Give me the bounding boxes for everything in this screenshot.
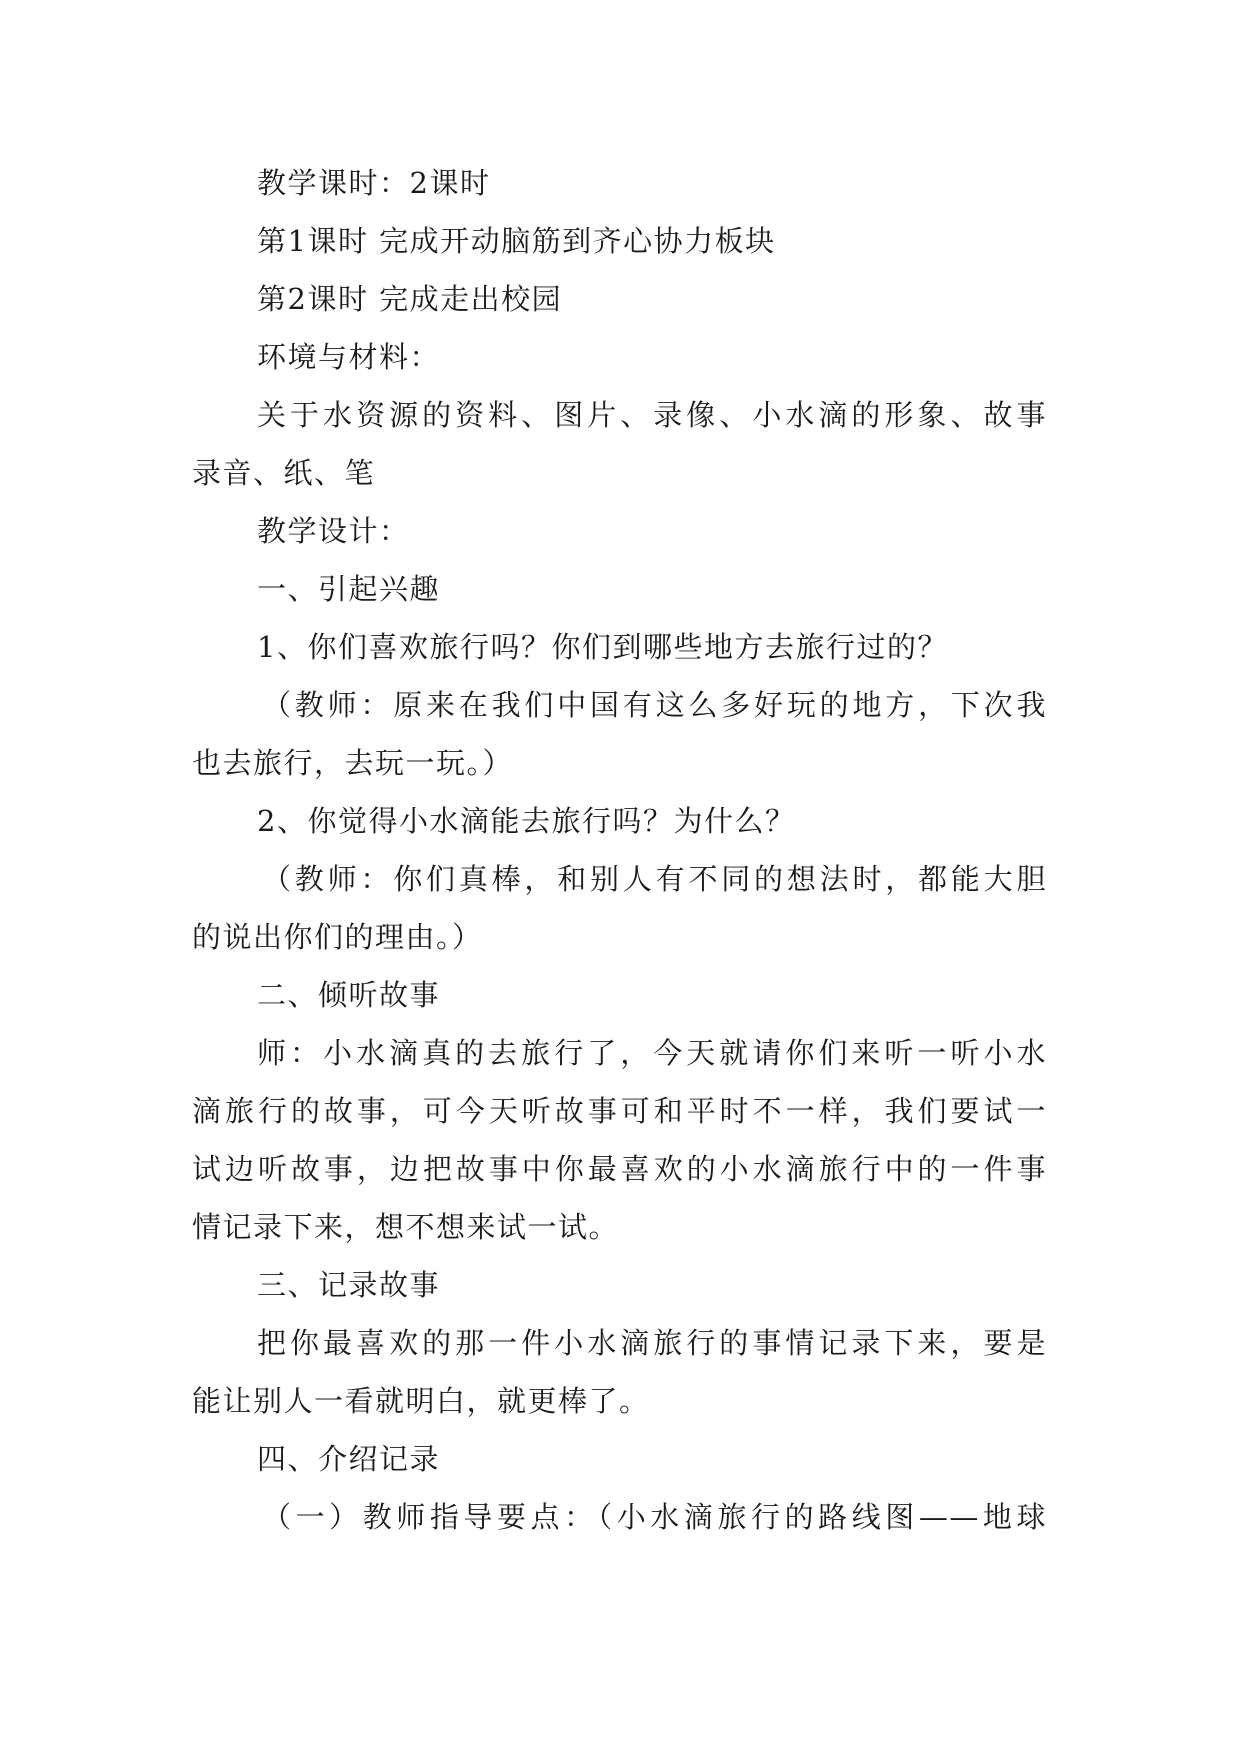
question-1: 1、你们喜欢旅行吗？你们到哪些地方去旅行过的？ xyxy=(257,630,948,664)
story-paragraph-line-2: 滴旅行的故事，可今天听故事可和平时不一样，我们要试一 xyxy=(192,1094,1047,1128)
teacher-note-1-line-2: 也去旅行，去玩一玩。） xyxy=(192,746,514,780)
section-2-heading: 二、倾听故事 xyxy=(257,978,441,1012)
teacher-note-2-line-1: （教师：你们真棒，和别人有不同的想法时，都能大胆 xyxy=(262,862,1047,896)
guidance-points-line-1: （一）教师指导要点：（小水滴旅行的路线图——地球 xyxy=(262,1500,1047,1534)
story-paragraph-line-3: 试边听故事，边把故事中你最喜欢的小水滴旅行中的一件事 xyxy=(192,1152,1047,1186)
materials-heading: 环境与材料： xyxy=(257,340,441,374)
question-2: 2、你觉得小水滴能去旅行吗？为什么？ xyxy=(257,804,796,838)
section-1-heading: 一、引起兴趣 xyxy=(257,572,441,606)
lesson-1-plan: 第1课时 完成开动脑筋到齐心协力板块 xyxy=(257,224,776,258)
materials-line-1: 关于水资源的资料、图片、录像、小水滴的形象、故事 xyxy=(257,398,1047,432)
teaching-design-heading: 教学设计： xyxy=(257,514,410,548)
materials-line-2: 录音、纸、笔 xyxy=(192,456,376,490)
teacher-note-2-line-2: 的说出你们的理由。） xyxy=(192,920,483,954)
section-3-heading: 三、记录故事 xyxy=(257,1268,441,1302)
record-paragraph-line-2: 能让别人一看就明白，就更棒了。 xyxy=(192,1384,650,1418)
lesson-hours: 教学课时：2课时 xyxy=(257,166,491,200)
story-paragraph-line-4: 情记录下来，想不想来试一试。 xyxy=(192,1210,620,1244)
lesson-2-plan: 第2课时 完成走出校园 xyxy=(257,282,563,316)
section-4-heading: 四、介绍记录 xyxy=(257,1442,441,1476)
teacher-note-1-line-1: （教师：原来在我们中国有这么多好玩的地方，下次我 xyxy=(262,688,1047,722)
story-paragraph-line-1: 师：小水滴真的去旅行了，今天就请你们来听一听小水 xyxy=(257,1036,1047,1070)
record-paragraph-line-1: 把你最喜欢的那一件小水滴旅行的事情记录下来，要是 xyxy=(257,1326,1047,1360)
